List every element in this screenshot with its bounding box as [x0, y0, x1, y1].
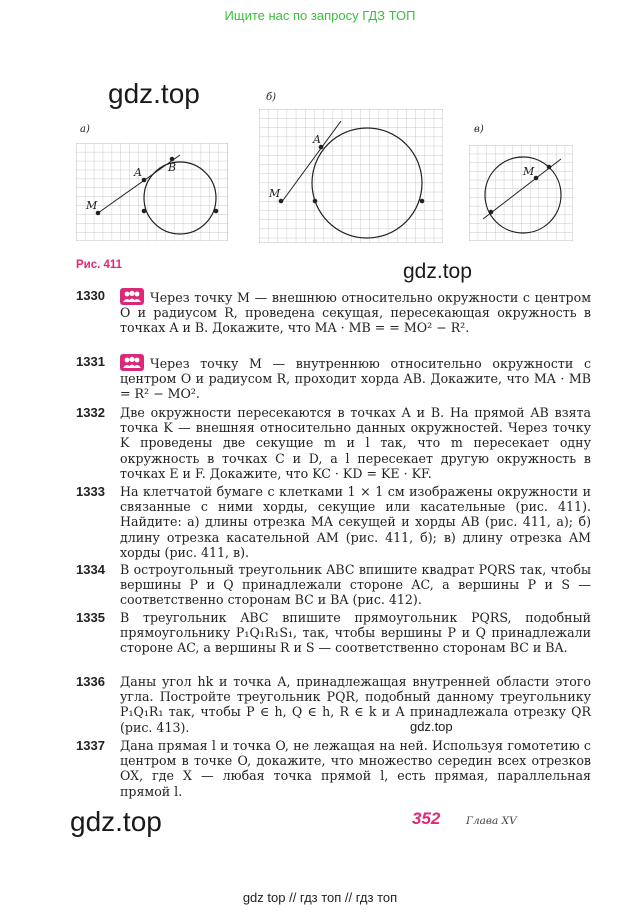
problem-text: Дана прямая l и точка O, не лежащая на ней. Используя гомотетию с центром в точке O, докажите, что множество середин всех отрезков OX, где X — любая точка прямой l, есть прямая, параллельная прямой l. — [120, 738, 591, 799]
problem-1334 — [76, 562, 591, 608]
problem-text: В остроугольный треугольник ABC впишите квадрат PQRS так, чтобы вершины P и Q принадлежали стороне AC, а вершины P и S — соответственно сторонам BC и BA (рис. 412). — [120, 562, 591, 608]
problem-number: 1330 — [76, 288, 105, 303]
label-m: M — [523, 165, 535, 178]
label-a: A — [313, 133, 321, 146]
point — [489, 210, 494, 215]
problem-text: В треугольник ABC впишите прямоугольник PQRS, подобный прямоугольнику P₁Q₁R₁S₁, так, чтобы вершины P и Q принадлежали стороне AC, а вершины R и S — соответственно сторонам BC и BA. — [120, 610, 591, 656]
point — [214, 209, 219, 214]
page-number: 352 — [412, 809, 441, 828]
point-a — [142, 178, 147, 183]
problem-text: Через точку M — внутреннюю относительно окружности с центром O и радиусом R, проходит хорда AB. Докажите, что MA · MB = R² − MO². — [120, 356, 591, 402]
figure-caption: Рис. 411 — [76, 259, 123, 271]
chapter-label: Глава XV — [466, 815, 517, 827]
problem-number: 1333 — [76, 484, 105, 499]
figure-a — [76, 143, 228, 241]
watermark: gdz.top — [70, 806, 162, 837]
problem-1333 — [76, 484, 591, 560]
figure-c — [469, 145, 573, 241]
label-b: B — [168, 161, 177, 174]
figure-a-label: а) — [80, 124, 90, 135]
point — [547, 165, 552, 170]
figure-b-label: б) — [266, 92, 277, 103]
problem-number: 1332 — [76, 405, 105, 420]
problem-text: Даны угол hk и точка A, принадлежащая внутренней области этого угла. Постройте треугольник PQR, подобный данному треугольнику P₁Q₁R₁ так, чтобы P ∈ h, Q ∈ h, R ∈ k и A принадлежала отрезку QR (рис. 413). — [120, 674, 591, 735]
point — [142, 209, 147, 214]
problem-text: Две окружности пересекаются в точках A и B. На прямой AB взята точка K — внешняя относительно данных окружностей. Через точку K проведены две секущие m и l так, что m пересекает одну окружность в точках C и D, а l пересекает другую окружность в точках E и F. Докажите, что KC · KD = KE · KF. — [120, 405, 591, 481]
watermark: gdz.top — [410, 719, 453, 734]
problem-1337 — [76, 738, 591, 799]
figure-c-label: в) — [474, 124, 484, 135]
problem-number: 1335 — [76, 610, 105, 625]
label-a: A — [134, 166, 142, 179]
problem-number: 1336 — [76, 674, 105, 689]
group-work-icon — [120, 354, 144, 371]
label-m: M — [86, 199, 98, 212]
watermark: gdz.top — [403, 260, 472, 283]
problem-text: Через точку M — внешнюю относительно окружности с центром O и радиусом R, проведена секущая, пересекающая окружность в точках A и B. Докажите, что MA · MB = = MO² − R². — [120, 290, 591, 336]
problem-number: 1337 — [76, 738, 105, 753]
label-m: M — [269, 187, 281, 200]
problem-number: 1334 — [76, 562, 105, 577]
group-work-icon — [120, 288, 144, 305]
problem-text: На клетчатой бумаге с клетками 1 × 1 см изображены окружности и связанные с ними хорды, секущие или касательные (рис. 411). Найдите: а) длины отрезка MA секущей и хорды AB (рис. 411, а); б) длину отрезка касательной AM (рис. 411, б); в) длину отрезка AM хорды (рис. 411, в). — [120, 484, 591, 560]
problem-1335 — [76, 610, 591, 656]
point — [313, 199, 318, 204]
problem-1331 — [76, 354, 591, 402]
point — [420, 199, 425, 204]
watermark: gdz.top — [108, 78, 200, 109]
point-m — [534, 176, 539, 181]
figure-b — [259, 109, 443, 243]
problem-1330 — [76, 288, 591, 336]
problem-1336 — [76, 674, 591, 735]
footer-links[interactable]: gdz top // гдз топ // гдз топ — [242, 890, 398, 905]
header-link[interactable]: Ищите нас по запросу ГДЗ ТОП — [224, 8, 416, 23]
problem-number: 1331 — [76, 354, 105, 369]
problem-1332 — [76, 405, 591, 481]
